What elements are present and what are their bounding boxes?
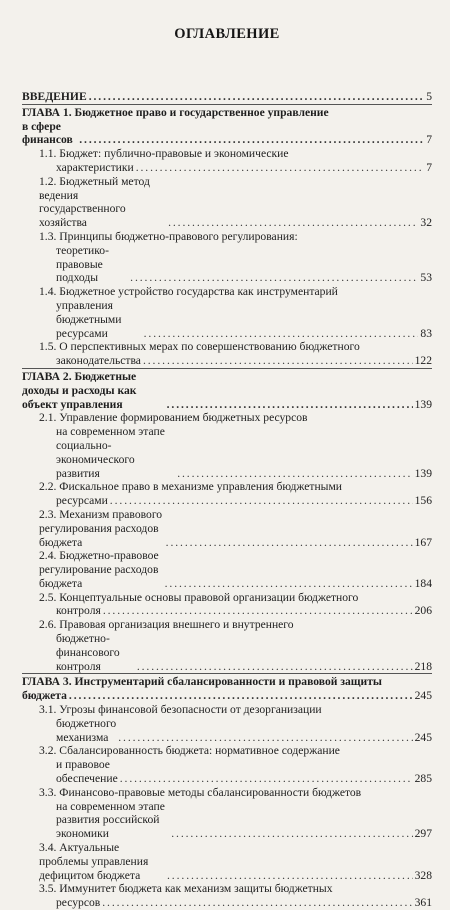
toc-entry-introduction <box>22 90 432 104</box>
toc-entry-row <box>39 175 432 230</box>
dot-leader <box>166 536 413 550</box>
toc-section-1-3 <box>22 230 432 285</box>
toc-entry-line: бюджета <box>22 689 67 703</box>
toc-section-3-2 <box>22 744 432 785</box>
toc-entry-line: 1.5. О перспективных мерах по совершенствованию бюджетного <box>39 340 360 354</box>
toc-section-2-1 <box>22 411 432 480</box>
toc-page-number: 156 <box>414 494 432 508</box>
toc-entry-line: 2.3. Механизм правового регулирования расходов бюджета <box>39 507 163 549</box>
chapter-divider <box>22 104 432 105</box>
toc-section-2-2 <box>22 480 432 508</box>
dot-leader <box>165 577 413 591</box>
toc-page-number: 328 <box>414 868 432 882</box>
toc-page-number: 7 <box>426 133 432 147</box>
toc-page-number: 245 <box>414 689 432 703</box>
toc-entry-row <box>39 896 432 910</box>
toc-entry-line: 2.6. Правовая организация внешнего и внутреннего <box>39 618 294 632</box>
toc-page-number: 184 <box>414 576 432 590</box>
toc-entry-label: ВВЕДЕНИЕ <box>22 90 87 103</box>
toc-section-3-1 <box>22 703 432 744</box>
dot-leader <box>171 827 412 841</box>
dot-leader <box>89 90 425 104</box>
toc-page-number: 139 <box>414 397 432 411</box>
toc-entry-row <box>39 299 432 340</box>
dot-leader <box>130 271 418 285</box>
toc-section-2-5 <box>22 591 432 619</box>
toc-page-number: 245 <box>414 730 432 744</box>
page-title: ОГЛАВЛЕНИЕ <box>174 26 280 42</box>
toc-entry-line: 3.5. Иммунитет бюджета как механизм защиты бюджетных <box>39 882 333 896</box>
toc-page-number: 83 <box>420 326 432 340</box>
toc-entry-line: контроля <box>56 604 101 618</box>
toc-section-3-4 <box>22 841 432 882</box>
dot-leader <box>137 660 413 674</box>
toc-entry-line: бюджетно-финансового контроля <box>56 632 120 673</box>
toc-entry-row <box>39 508 432 549</box>
toc-entry-row <box>39 604 432 618</box>
toc-entry-line: 3.3. Финансово-правовые методы сбалансированности бюджетов <box>39 785 362 799</box>
toc-entry-line: 3.1. Угрозы финансовой безопасности от дезорганизации <box>39 703 322 717</box>
toc-entry-row <box>39 161 432 175</box>
toc-page-number: 139 <box>414 466 432 480</box>
toc-entry-row <box>39 800 432 841</box>
toc-section-1-5 <box>22 340 432 368</box>
chapter-divider <box>22 673 432 674</box>
dot-leader <box>110 494 413 508</box>
toc-entry-row <box>39 632 432 673</box>
toc-entry-line: характеристики <box>56 160 134 174</box>
toc-entry-row <box>22 370 432 411</box>
toc-entry-row <box>39 841 432 882</box>
toc-page-number: 297 <box>414 827 432 841</box>
toc-entry-line: ГЛАВА 3. Инструментарий сбалансированности и правовой защиты <box>22 675 382 689</box>
toc-entry-line: ГЛАВА 1. Бюджетное право и государственное управление <box>22 105 329 119</box>
dot-leader <box>167 398 413 412</box>
dot-leader <box>167 869 413 883</box>
toc-page-number: 32 <box>420 216 432 230</box>
toc-entry-line: на современном этапе социально-экономического развития <box>56 425 165 480</box>
toc-entry-line: теоретико-правовые подходы <box>56 243 109 285</box>
toc-entry-row <box>22 120 432 148</box>
toc-entry-line: 3.2. Сбалансированность бюджета: нормативное содержание <box>39 744 340 758</box>
toc-entry-row <box>39 244 432 285</box>
toc-entry-line: законодательства <box>56 354 141 368</box>
toc-entry-line: управления бюджетными ресурсами <box>56 298 122 340</box>
toc-section-1-4 <box>22 285 432 340</box>
toc-page-number: 5 <box>426 90 432 103</box>
toc-section-2-6 <box>22 618 432 673</box>
toc-entry-row <box>39 354 432 368</box>
dot-leader <box>103 604 413 618</box>
dot-leader <box>120 772 413 786</box>
dot-leader <box>168 216 418 230</box>
toc-entry-line: на современном этапе развития российской экономики <box>56 799 165 841</box>
toc-page-number: 122 <box>414 354 432 368</box>
toc-page-number: 167 <box>414 535 432 549</box>
dot-leader <box>177 467 412 481</box>
toc-entry-row <box>39 758 432 786</box>
toc-section-3-3 <box>22 786 432 841</box>
toc-entry-line: ГЛАВА 2. Бюджетные доходы и расходы как объект управления <box>22 369 137 411</box>
toc-chapter-1 <box>22 106 432 147</box>
toc-entry-row <box>39 549 432 590</box>
dot-leader <box>118 731 412 745</box>
toc-entry-line: ресурсов <box>56 896 101 910</box>
toc-entry-line: 1.1. Бюджет: публично-правовые и экономические <box>39 147 289 161</box>
toc-page-number: 7 <box>426 160 432 174</box>
toc-entry-line: 2.1. Управление формированием бюджетных ресурсов <box>39 411 308 425</box>
dot-leader <box>102 896 412 910</box>
toc-entry-row <box>22 689 432 703</box>
toc-section-2-3 <box>22 508 432 549</box>
chapters-list <box>22 104 432 910</box>
toc-section-1-1 <box>22 147 432 175</box>
toc-page-number: 218 <box>414 659 432 673</box>
toc-entry-line: бюджетного механизма <box>56 716 117 744</box>
dot-leader <box>144 327 419 341</box>
toc-page-number: 361 <box>414 896 432 910</box>
toc-page-number: 285 <box>414 772 432 786</box>
toc-entry-line: 1.4. Бюджетное устройство государства как инструментарий <box>39 285 338 299</box>
toc-entry-line: 2.2. Фискальное право в механизме управления бюджетными <box>39 480 343 494</box>
toc-section-2-4 <box>22 549 432 590</box>
toc-entry-line: 2.4. Бюджетно-правовое регулирование расходов бюджета <box>39 549 159 590</box>
toc-entry-line: ресурсами <box>56 494 108 508</box>
toc-page-number: 206 <box>414 604 432 618</box>
toc-entry-line: 1.3. Принципы бюджетно-правового регулирования: <box>39 229 298 243</box>
toc-section-1-2 <box>22 175 432 230</box>
toc-entry-row <box>39 494 432 508</box>
dot-leader <box>69 689 413 703</box>
toc-entry-line: 1.2. Бюджетный метод ведения государственного хозяйства <box>39 174 150 230</box>
toc-entry-line: в сфере финансов <box>22 119 73 147</box>
chapter-divider <box>22 368 432 369</box>
toc-chapter-2 <box>22 370 432 411</box>
table-of-contents <box>22 90 432 910</box>
toc-entry-line: 3.4. Актуальные проблемы управления дефицитом бюджета <box>39 841 149 882</box>
toc-chapter-3 <box>22 675 432 703</box>
toc-entry-line: и правовое обеспечение <box>56 758 118 786</box>
toc-entry-line: 2.5. Концептуальные основы правовой организации бюджетного <box>39 590 359 604</box>
toc-entry-row <box>39 425 432 480</box>
dot-leader <box>143 354 413 368</box>
toc-page-number: 53 <box>420 271 432 285</box>
dot-leader <box>79 133 424 147</box>
dot-leader <box>136 161 425 175</box>
toc-entry-row <box>39 717 432 745</box>
toc-section-3-5 <box>22 882 432 910</box>
